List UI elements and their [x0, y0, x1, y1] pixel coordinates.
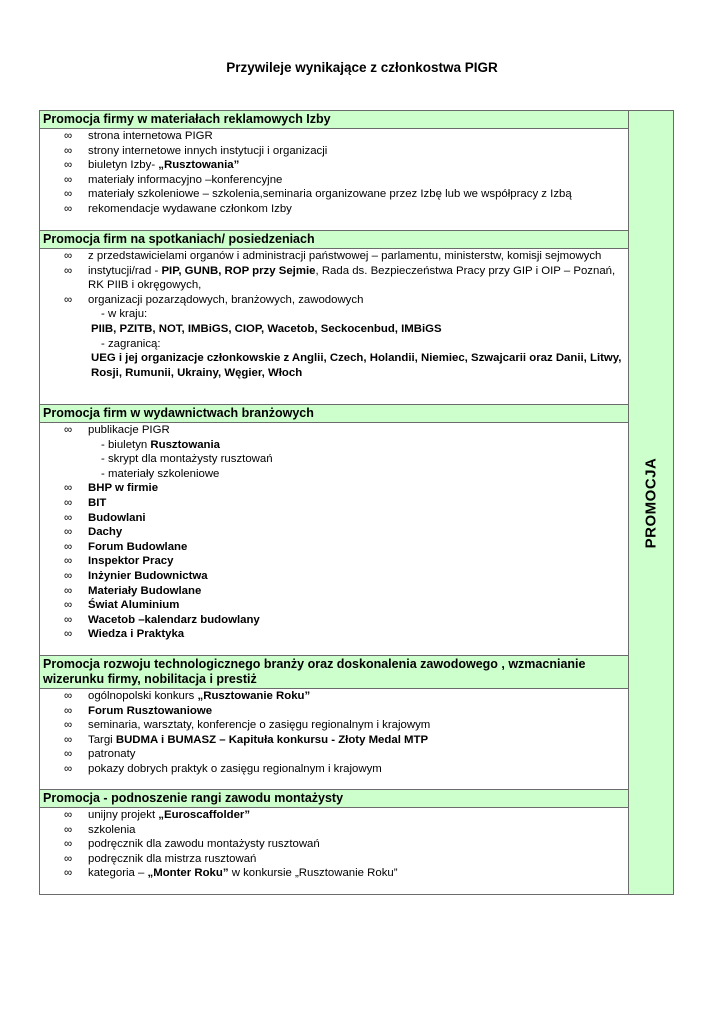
- promotion-side-column: [629, 111, 673, 894]
- list-item: [40, 613, 628, 628]
- infinity-bullet-icon: ∞: [64, 733, 73, 746]
- item-bold-text: „Rusztowanie Roku”: [197, 690, 311, 702]
- list-item: [40, 511, 628, 526]
- item-bold-text: BUDMA i BUMASZ – Kapituła konkursu - Złoty Medal MTP: [115, 733, 429, 746]
- item-bold-text: PIP, GUNB, ROP przy Sejmie: [161, 264, 316, 277]
- item-text: podręcznik dla mistrza rusztowań: [88, 852, 257, 865]
- infinity-bullet-icon: ∞: [64, 823, 73, 836]
- section-list: [40, 129, 628, 217]
- infinity-bullet-icon: ∞: [64, 748, 73, 761]
- infinity-bullet-icon: ∞: [64, 690, 73, 702]
- infinity-bullet-icon: ∞: [64, 613, 73, 626]
- item-text: z przedstawicielami organów i administracji państwowej – parlamentu, ministerstw, komisji sejmowych: [88, 250, 602, 262]
- item-text: podręcznik dla zawodu montażysty rusztowań: [88, 838, 320, 851]
- subitem-script: - skrypt dla montażysty rusztowań: [101, 453, 273, 466]
- subitem-domestic: - w kraju:: [101, 308, 148, 321]
- infinity-bullet-icon: ∞: [64, 867, 73, 880]
- item-text: ogólnopolski konkurs: [88, 690, 198, 702]
- list-item: [40, 293, 628, 381]
- item-text: w konkursie „Rusztowanie Roku”: [228, 867, 398, 880]
- infinity-bullet-icon: ∞: [64, 293, 73, 306]
- section-list: [40, 249, 628, 380]
- infinity-bullet-icon: ∞: [64, 852, 73, 865]
- infinity-bullet-icon: ∞: [64, 173, 73, 186]
- publication-title: Wiedza i Praktyka: [88, 628, 185, 641]
- list-item: [40, 202, 628, 217]
- item-bold-text: „Monter Roku”: [147, 867, 229, 880]
- section-heading: Promocja firm na spotkaniach/ posiedzeniach: [40, 230, 628, 249]
- publication-title: Inżynier Budownictwa: [88, 569, 208, 582]
- item-text: rekomendacje wydawane członkom Izby: [88, 202, 292, 215]
- item-text: instytucji/rad -: [88, 264, 162, 277]
- list-item: [40, 423, 628, 481]
- section-heading: Promocja - podnoszenie rangi zawodu montażysty: [40, 789, 628, 808]
- list-item: [40, 747, 628, 762]
- list-item: [40, 481, 628, 496]
- item-text: kategoria –: [88, 867, 148, 880]
- item-text: organizacji pozarządowych, branżowych, zawodowych: [88, 293, 364, 306]
- infinity-bullet-icon: ∞: [64, 628, 73, 641]
- item-text: szkolenia: [88, 823, 136, 836]
- infinity-bullet-icon: ∞: [64, 511, 73, 524]
- section-list: [40, 423, 628, 642]
- list-item: [40, 187, 628, 202]
- section-meetings: [40, 230, 628, 380]
- infinity-bullet-icon: ∞: [64, 144, 73, 157]
- infinity-bullet-icon: ∞: [64, 584, 73, 597]
- section-list: [40, 808, 628, 881]
- list-item: [40, 264, 628, 293]
- infinity-bullet-icon: ∞: [64, 496, 73, 509]
- section-list: [40, 689, 628, 777]
- item-text: materiały informacyjno –konferencyjne: [88, 173, 283, 186]
- publication-title: BHP w firmie: [88, 482, 159, 495]
- subitem-bulletin: [88, 438, 628, 453]
- list-item: [40, 837, 628, 852]
- infinity-bullet-icon: ∞: [64, 704, 73, 717]
- section-technological-development: [40, 655, 628, 777]
- infinity-bullet-icon: ∞: [64, 719, 73, 732]
- subitem-abroad: - zagranicą:: [101, 337, 161, 350]
- infinity-bullet-icon: ∞: [64, 188, 73, 201]
- subitem-domestic-orgs: PIIB, PZITB, NOT, IMBiGS, CIOP, Wacetob, Seckocenbud, IMBiGS: [91, 322, 442, 335]
- item-text: patronaty: [88, 748, 136, 761]
- item-text: pokazy dobrych praktyk o zasięgu regionalnym i krajowym: [88, 762, 382, 775]
- list-item: [40, 808, 628, 823]
- infinity-bullet-icon: ∞: [64, 569, 73, 582]
- publication-title: BIT: [88, 496, 107, 509]
- infinity-bullet-icon: ∞: [64, 159, 73, 172]
- list-item: [40, 496, 628, 511]
- list-item: [40, 823, 628, 838]
- item-text: publikacje PIGR: [88, 424, 170, 436]
- infinity-bullet-icon: ∞: [64, 250, 73, 262]
- list-item: [40, 525, 628, 540]
- list-item: [40, 762, 628, 777]
- item-text: materiały szkoleniowe – szkolenia,seminaria organizowane przez Izbę lub we współpracy z Izbą: [88, 188, 572, 201]
- list-item: [40, 598, 628, 613]
- infinity-bullet-icon: ∞: [64, 599, 73, 612]
- list-item: [40, 173, 628, 188]
- list-item: [40, 540, 628, 555]
- publication-title: Forum Budowlane: [88, 540, 188, 553]
- section-industry-publications: [40, 404, 628, 642]
- publication-title: Materiały Budowlane: [88, 584, 202, 597]
- list-item: [40, 733, 628, 748]
- list-item: [40, 689, 628, 704]
- section-heading: Promocja firm w wydawnictwach branżowych: [40, 404, 628, 423]
- infinity-bullet-icon: ∞: [64, 264, 73, 277]
- list-item: [40, 249, 628, 264]
- item-text: strona internetowa PIGR: [88, 130, 213, 142]
- publication-title: Świat Aluminium: [88, 599, 180, 612]
- infinity-bullet-icon: ∞: [64, 424, 73, 436]
- infinity-bullet-icon: ∞: [64, 130, 73, 142]
- infinity-bullet-icon: ∞: [64, 202, 73, 215]
- list-item: [40, 158, 628, 173]
- infinity-bullet-icon: ∞: [64, 762, 73, 775]
- section-heading: Promocja firmy w materiałach reklamowych Izby: [40, 111, 628, 129]
- list-item: [40, 704, 628, 719]
- infinity-bullet-icon: ∞: [64, 838, 73, 851]
- publication-title: Budowlani: [88, 511, 146, 524]
- list-item: [40, 627, 628, 642]
- list-item: [40, 718, 628, 733]
- infinity-bullet-icon: ∞: [64, 540, 73, 553]
- item-bold-text: Forum Rusztowaniowe: [88, 704, 213, 717]
- publication-title: Wacetob –kalendarz budowlany: [88, 613, 260, 626]
- item-bold-text: „Rusztowania”: [158, 159, 240, 172]
- item-text: unijny projekt: [88, 809, 159, 821]
- promotion-vertical-label: PROMOCJA: [642, 457, 660, 549]
- item-bold-text: „Euroscaffolder”: [158, 809, 251, 821]
- list-item: [40, 866, 628, 881]
- list-item: [40, 554, 628, 569]
- list-item: [40, 852, 628, 867]
- infinity-bullet-icon: ∞: [64, 482, 73, 495]
- list-item: [40, 569, 628, 584]
- page-title: Przywileje wynikające z członkostwa PIGR: [226, 60, 498, 75]
- list-item: [40, 144, 628, 159]
- item-text: biuletyn Izby-: [88, 159, 159, 172]
- infinity-bullet-icon: ∞: [64, 809, 73, 821]
- item-text: Targi: [88, 733, 116, 746]
- section-profession-prestige: [40, 789, 628, 881]
- list-item: [40, 584, 628, 599]
- subitem-abroad-orgs: UEG i jej organizacje członkowskie z Anglii, Czech, Holandii, Niemiec, Szwajcarii oraz Danii, Litwy, Rosji, Rumunii, Ukrainy, Węgier, Włoch: [91, 352, 622, 379]
- item-text: , Rada ds. Bezpieczeństwa Pracy przy GIP i OIP – Poznań, RK PIIB i okręgowych,: [88, 264, 616, 292]
- table-main-column: [40, 111, 629, 894]
- infinity-bullet-icon: ∞: [64, 555, 73, 568]
- section-heading: Promocja rozwoju technologicznego branży oraz doskonalenia zawodowego , wzmacnianie wizerunku firmy, nobilitacja i prestiż: [40, 655, 628, 689]
- publication-title: Inspektor Pracy: [88, 555, 174, 568]
- item-text: seminaria, warsztaty, konferencje o zasięgu regionalnym i krajowym: [88, 719, 431, 732]
- subitem-text: - biuletyn: [101, 438, 151, 451]
- subitem-training-materials: - materiały szkoleniowe: [101, 467, 220, 480]
- publication-title: Dachy: [88, 526, 123, 539]
- item-text: strony internetowe innych instytucji i organizacji: [88, 144, 328, 157]
- infinity-bullet-icon: ∞: [64, 526, 73, 539]
- subitem-bold-text: Rusztowania: [150, 438, 221, 451]
- privileges-table: [39, 110, 674, 895]
- list-item: [40, 129, 628, 144]
- section-advertising-materials: [40, 111, 628, 217]
